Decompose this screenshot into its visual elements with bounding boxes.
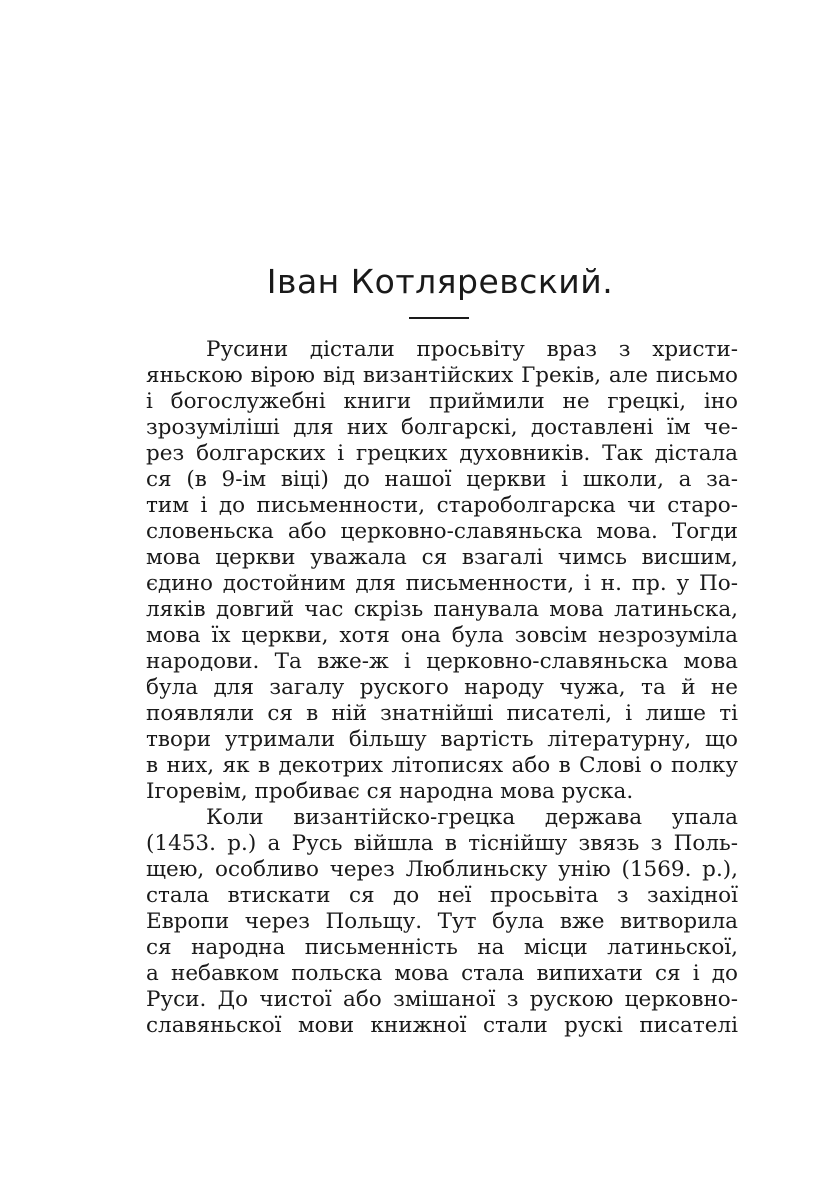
text-line: мова церкви уважала ся взагалі чимсь висшим, [146,545,738,570]
text-line: Европи через Польщу. Тут була вже витворила [146,909,738,934]
text-line: ляків довгий час скрізь панувала мова латиньска, [146,597,738,622]
title-divider [409,317,469,319]
text-line: яньскою вірою від византійских Греків, але письмо [146,363,738,388]
text-line: Коли византійско-грецка держава упала [206,805,738,830]
text-line: твори утримали більшу вартість літературну, що [146,727,738,752]
text-line: Руси. До чистої або змішаної з рускою церковно- [146,987,738,1012]
text-line: щею, особливо через Люблиньску унію (1569. р.), [146,857,738,882]
text-line: в них, як в декотрих літописях або в Слові о полку [146,753,738,778]
text-line: появляли ся в ній знатнійші писателі, і лише ті [146,701,738,726]
text-line: тим і до письменности, староболгарска чи старо- [146,493,738,518]
text-line: мова їх церкви, хотя она була зовсім незрозуміла [146,623,738,648]
text-line: була для загалу руского народу чужа, та й не [146,675,738,700]
text-line: ся народна письменність на місци латиньскої, [146,935,738,960]
chapter-title: Іван Котляревский. [266,262,614,301]
text-line: словеньска або церковно-славяньска мова. Тогди [146,519,738,544]
text-line: (1453. р.) а Русь війшла в тіснійшу звязь з Поль- [146,831,738,856]
text-line: єдино достойним для письменности, і н. пр. у По- [146,571,738,596]
text-line: і богослужебні книги приймили не грецкі, іно [146,389,738,414]
text-line: зрозуміліші для них болгарскі, доставлені їм че- [146,415,738,440]
text-line: Ігоревім, пробиває ся народна мова руска. [146,779,634,804]
text-line: рез болгарских і грецких духовників. Так дістала [146,441,738,466]
text-line: Русини дістали просьвіту враз з христи- [206,337,738,362]
text-line: а небавком польска мова стала випихати ся і до [146,961,738,986]
text-line: ся (в 9-ім віці) до нашої церкви і школи, а за- [146,467,738,492]
body-text [146,337,738,1039]
text-line: народови. Та вже-ж і церковно-славяньска мова [146,649,738,674]
text-line: стала втискати ся до неї просьвіта з західної [146,883,738,908]
text-line: славяньскої мови книжної стали рускі писателі [146,1013,738,1038]
